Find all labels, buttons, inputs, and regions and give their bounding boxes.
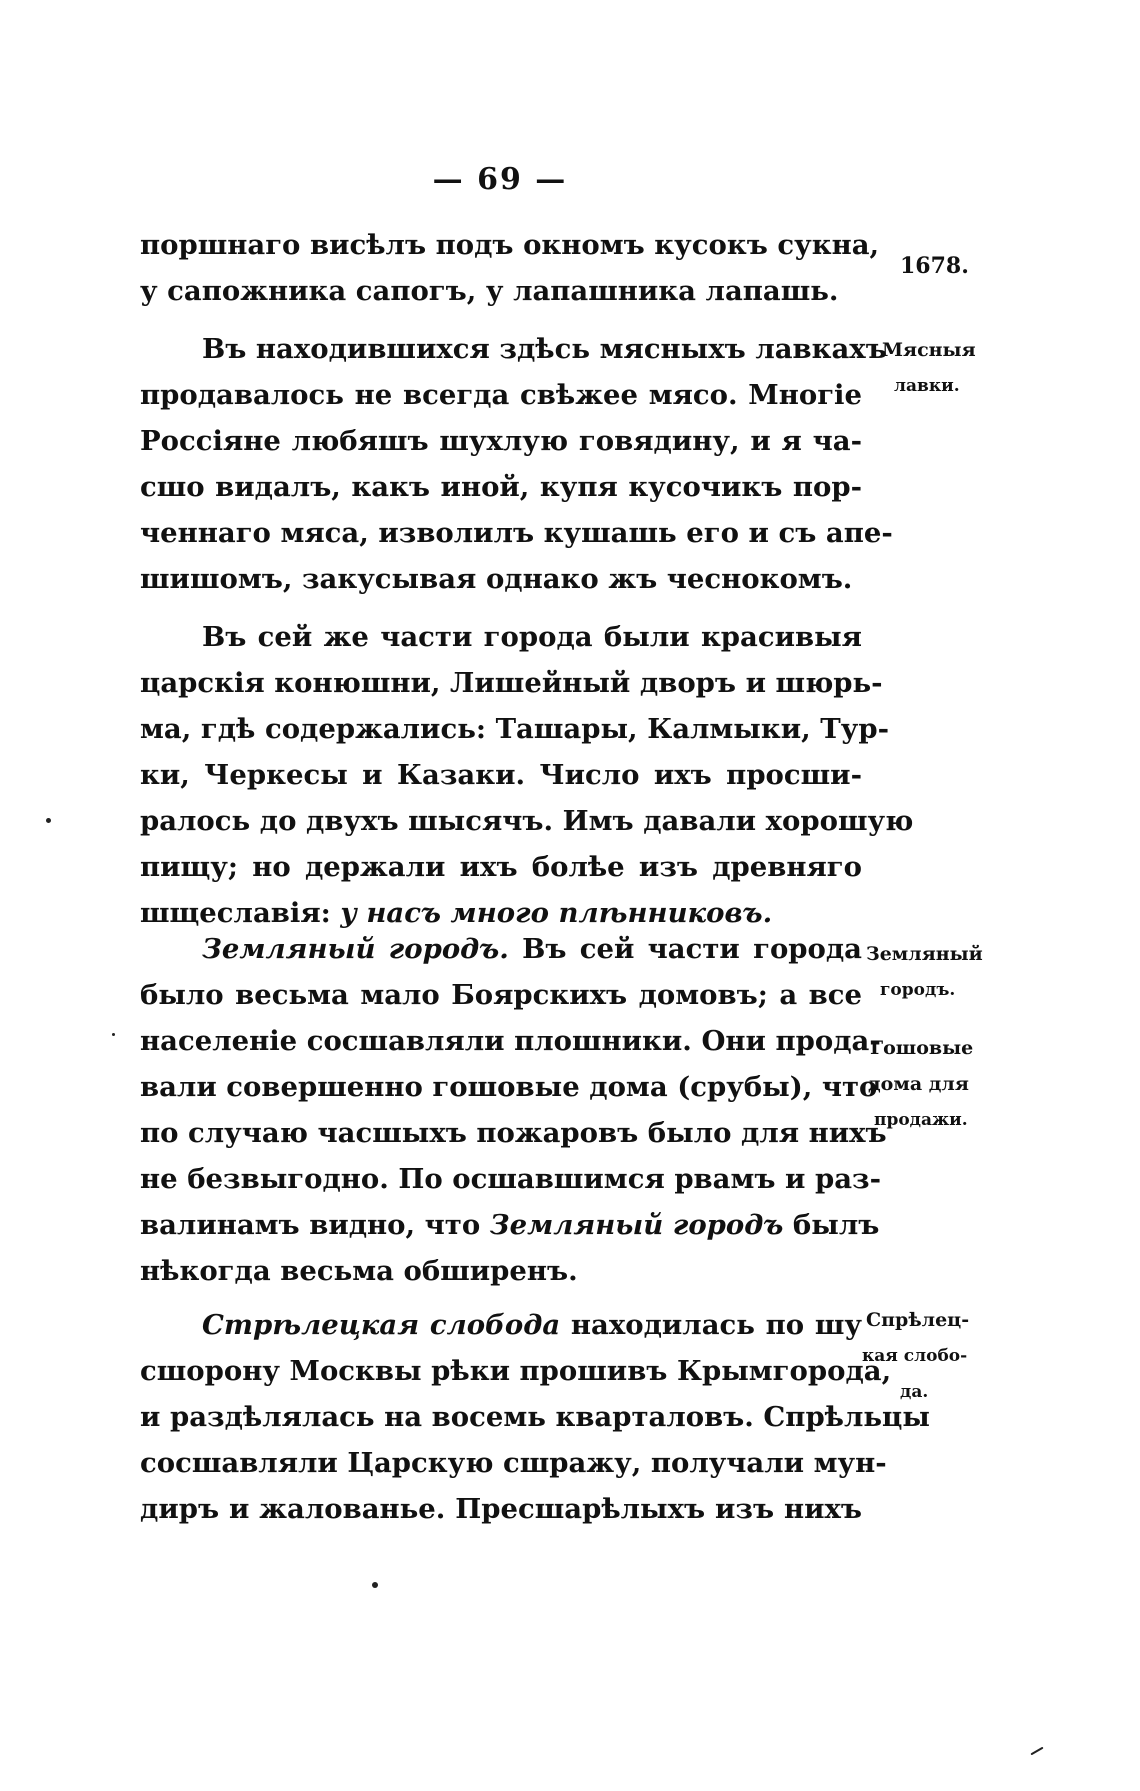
text-line: царскія конюшни, Лишейный дворъ и шюрь- — [140, 667, 883, 699]
text-line: и раздѣлялась на восемь кварталовъ. Спрѣльцы — [140, 1401, 930, 1433]
text-line: ченнаго мяса, изволилъ кушашь его и съ апе- — [140, 517, 893, 549]
text-span: находилась по шу — [560, 1309, 862, 1341]
italic-phrase: Земляный городъ. — [202, 933, 509, 965]
text-line: диръ и жалованье. Пресшарѣлыхъ изъ нихъ — [140, 1493, 862, 1525]
margin-note-line: Спрѣлец- — [866, 1309, 970, 1331]
text-line: по случаю часшыхъ пожаровъ было для нихъ — [140, 1117, 887, 1149]
text-line: не безвыгодно. По осшавшимся рвамъ и раз- — [140, 1163, 882, 1195]
ink-speck — [46, 818, 51, 823]
text-line: шишомъ, закусывая однако жъ чеснокомъ. — [140, 563, 853, 595]
margin-year: 1678. — [900, 253, 969, 279]
text-span: валинамъ видно, что — [140, 1209, 490, 1241]
text-line: у сапожника сапогъ, у лапашника лапашь. — [140, 275, 839, 307]
text-line: нѣкогда весьма обширенъ. — [140, 1255, 578, 1287]
text-line: Въ сей же части города были красивыя — [202, 621, 862, 653]
margin-note-line: продажи. — [874, 1110, 968, 1130]
italic-phrase: у насъ много плѣнниковъ. — [340, 897, 773, 929]
text-line: пищу; но держали ихъ болѣе изъ древняго — [140, 851, 862, 883]
text-line: сосшавляли Царскую сшражу, получали мун- — [140, 1447, 887, 1479]
text-line — [202, 1302, 862, 1348]
text-line — [202, 926, 862, 972]
text-line: продавалось не всегда свѣжее мясо. Многіе — [140, 379, 862, 411]
text-span: шщеславія: — [140, 897, 341, 929]
margin-note-line: лавки. — [894, 376, 960, 396]
text-span: Въ сей части города — [508, 933, 862, 965]
text-line: ки, Черкесы и Казаки. Число ихъ просши- — [140, 759, 862, 791]
text-line: сшорону Москвы рѣки прошивъ Крымгорода, — [140, 1355, 892, 1387]
text-line: населеніе сосшавляли плошники. Они прода- — [140, 1025, 881, 1057]
text-line: Въ находившихся здѣсь мясныхъ лавкахъ — [202, 333, 887, 365]
text-line: было весьма мало Боярскихъ домовъ; а все — [140, 979, 862, 1011]
ink-speck — [112, 1033, 115, 1036]
text-line: ралось до двухъ шысячъ. Имъ давали хорошую — [140, 805, 914, 837]
text-line: сшо видалъ, какъ иной, купя кусочикъ пор- — [140, 471, 862, 503]
text-line: ма, гдѣ содержались: Ташары, Калмыки, Тур- — [140, 713, 889, 745]
margin-note-line: городъ. — [880, 980, 956, 1000]
margin-note-line: Гошовые — [870, 1037, 974, 1059]
italic-phrase: Земляный городъ — [489, 1209, 784, 1241]
margin-note-line: Мясныя — [882, 339, 976, 361]
page-number: — 69 — — [432, 162, 568, 197]
text-line: поршнаго висѣлъ подъ окномъ кусокъ сукна, — [140, 229, 880, 261]
text-line: Россіяне любяшъ шухлую говядину, и я ча- — [140, 425, 862, 457]
margin-note-line: дома для — [868, 1073, 969, 1095]
ink-speck — [1030, 1747, 1043, 1756]
ink-speck — [372, 1582, 378, 1588]
text-span: былъ — [783, 1209, 880, 1241]
italic-phrase: Стрѣлецкая слобода — [202, 1309, 561, 1341]
margin-note-line: да. — [900, 1382, 929, 1402]
text-line — [140, 1202, 880, 1248]
text-line: вали совершенно гошовые дома (срубы), что — [140, 1071, 878, 1103]
margin-note-line: кая слобо- — [862, 1346, 968, 1366]
margin-note-line: Земляный — [866, 943, 983, 965]
